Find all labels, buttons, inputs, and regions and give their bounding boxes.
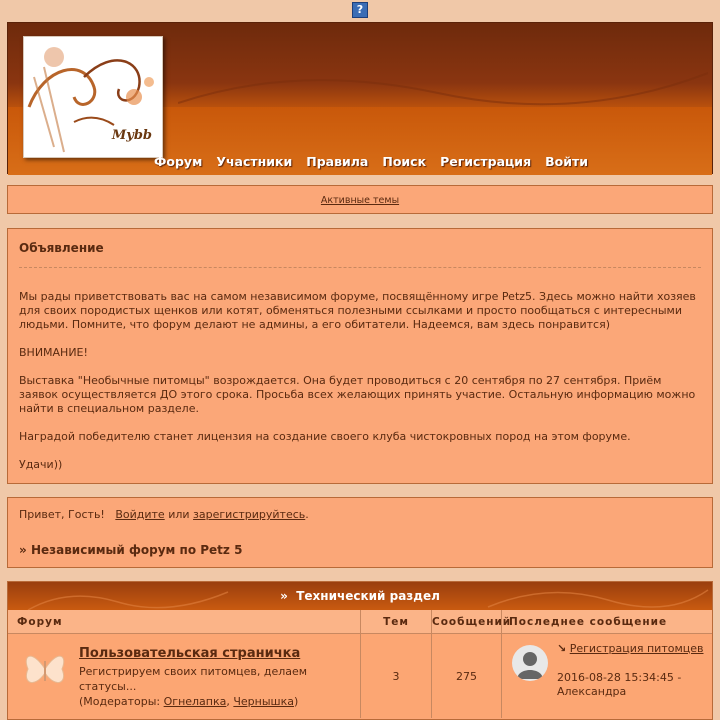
announcement-divider — [19, 267, 701, 268]
header-banner — [7, 22, 713, 174]
announcement-box — [7, 228, 713, 484]
posts-count: 275 — [432, 634, 502, 718]
user-avatar-icon — [512, 645, 548, 681]
breadcrumb-arrow: » — [19, 543, 27, 557]
butterfly-icon — [22, 647, 68, 691]
main-nav — [154, 154, 588, 169]
section-header — [8, 582, 712, 610]
logo-text: Mybb — [111, 128, 152, 143]
col-topics: Тем — [361, 610, 432, 633]
active-topics-link[interactable]: Активные темы — [320, 195, 400, 206]
col-forum: Форум — [8, 610, 361, 633]
welcome-line — [19, 508, 701, 521]
section-title: Технический раздел — [296, 589, 440, 603]
nav-forum[interactable]: Форум — [154, 154, 203, 169]
forum-breadcrumb[interactable] — [19, 543, 701, 557]
moderator-link[interactable]: Чернышка — [233, 695, 294, 708]
help-button[interactable]: ? — [352, 2, 368, 18]
greeting-text: Привет, Гость! — [19, 508, 105, 521]
nav-members[interactable]: Участники — [216, 154, 293, 169]
forum-title-link[interactable]: Пользовательская страничка — [79, 646, 301, 661]
last-post-author: Александра — [557, 685, 627, 698]
nav-login[interactable]: Войти — [545, 154, 588, 169]
col-last-post: Последнее сообщение — [509, 616, 668, 628]
nav-rules[interactable]: Правила — [306, 154, 369, 169]
active-topics-bar — [7, 185, 713, 214]
announcement-paragraph: Удачи)) — [19, 458, 63, 471]
column-headers — [8, 610, 712, 634]
tech-section — [7, 581, 713, 720]
section-arrow-icon: » — [280, 589, 288, 603]
col-posts: Сообщений — [432, 610, 502, 633]
logo[interactable] — [23, 36, 163, 158]
announcement-paragraph: Наградой победителю станет лицензия на создание своего клуба чистокровных пород на этом форуме. — [19, 430, 631, 443]
moderator-link[interactable]: Огнелапка — [163, 695, 227, 708]
header-ornament — [178, 23, 708, 107]
announcement-title: Объявление — [19, 241, 104, 255]
dot-text: . — [305, 508, 309, 521]
forum-cell — [8, 634, 361, 718]
mods-close: ) — [294, 695, 299, 708]
login-link[interactable]: Войдите — [115, 508, 165, 521]
last-post-meta — [557, 671, 707, 699]
topics-count: 3 — [361, 634, 432, 718]
forum-row — [8, 634, 712, 718]
arrow-down-right-icon: ↘ — [557, 642, 567, 655]
mods-label: (Модераторы: — [79, 695, 161, 708]
mods-comma: , — [226, 695, 230, 708]
breadcrumb-forum-name: Независимый форум по Petz 5 — [30, 543, 243, 557]
nav-register[interactable]: Регистрация — [440, 154, 532, 169]
announcement-paragraph: Выставка "Необычные питомцы" возрождается. Она будет проводиться с 20 сентября по 27 сентября. Приём заявок осуществляется ДО этого срока. Просьба всех желающих принять участие. Остальную информацию можно найти в специальном разделе. — [19, 374, 696, 415]
welcome-box — [7, 497, 713, 568]
last-post-link-wrap — [557, 642, 707, 656]
forum-description: Регистрируем своих питомцев, делаем статусы... — [79, 665, 308, 693]
last-post-cell — [502, 634, 712, 718]
announcement-paragraph: Мы рады приветствовать вас на самом независимом форуме, посвящённому игре Petz5. Здесь можно найти хозяев для своих породистых щенков или котят, обменяться полезными ссылками и просто пообщаться с интересными людьми. Помните, что форум делают не админы, а его обитатели. Надеемся, вам здесь понравится) — [19, 290, 696, 331]
register-link[interactable]: зарегистрируйтесь — [193, 508, 306, 521]
avatar[interactable] — [512, 645, 548, 681]
or-text: или — [168, 508, 190, 521]
forum-moderators — [79, 695, 298, 708]
last-post-link[interactable]: Регистрация питомцев — [569, 642, 704, 655]
nav-search[interactable]: Поиск — [382, 154, 427, 169]
last-post-date: 2016-08-28 15:34:45 - — [557, 671, 682, 684]
announcement-paragraph: ВНИМАНИЕ! — [19, 346, 88, 359]
